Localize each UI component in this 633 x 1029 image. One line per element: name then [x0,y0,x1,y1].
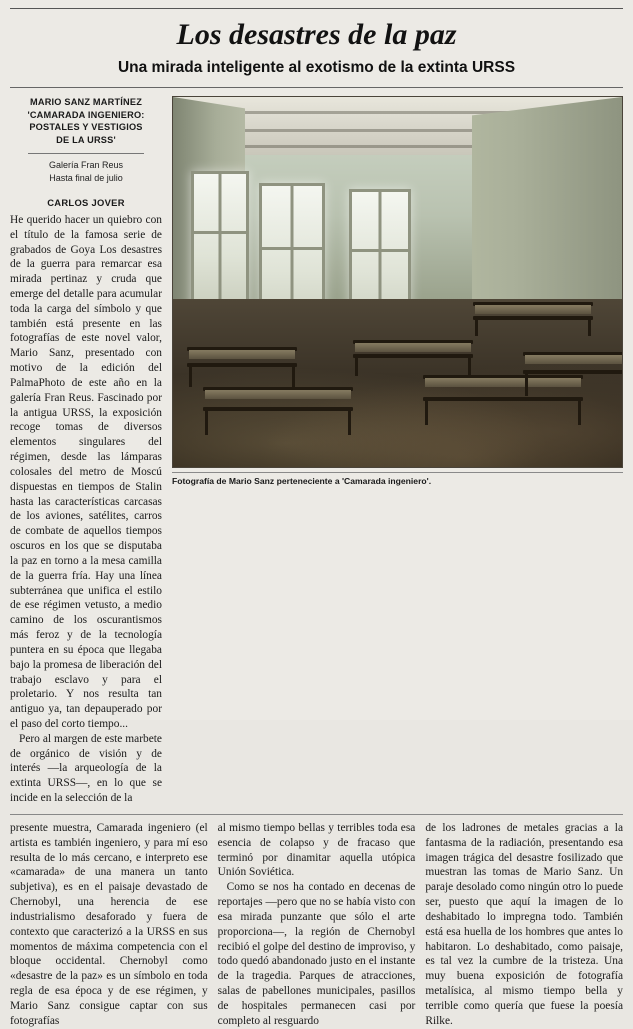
top-divider [10,8,623,9]
bed-mattress [475,305,591,314]
gallery-info [10,159,162,185]
bed-leg [292,363,295,387]
bed-leg [425,397,428,425]
article-column-2-text [10,821,208,1029]
bed-frame [187,363,297,367]
bed-frame [523,370,623,374]
paragraph: He querido hacer un quiebro con el título de la famosa serie de grabados de Goya Los desastres de la guerra para remarcar esa mirada pertinaz y cruda que emerge del detalle para acumular toda la carga del símbolo y que también está presente en las fotografías de este novel valor, Mario Sanz, presentado con motivo de la edición del PalmaPhoto de este año en la galería Fran Reus. Fascinado por la antigua URSS, la exposición recoge tomas de diversos elementos singulares del régimen, desde las lámparas colosales del metro de Moscú dispuestas en tiempos de Stalin hasta las características carcasas de los aviones, satélites, carros de combate de aquellos tiempos oscuros en los que se disputaba la paz en torno a la mesa camilla de la guerra fría. Hay una línea subterránea que unifica el estilo de ese régimen vetusto, a medio camino de los oscurantismos más feroz y de la tecnología puntera en su época que llegaba bajo la promesa de liberación del trabajo esclavo y para el proletario. Y nos resulta tan antiguo ya, tan depauperado por el paso del corto tiempo... [10,213,162,730]
paragraph: Pero al margen de este marbete de orgánico de visión y de interés —la arqueología de la extinta URSS—, en lo que se incide en la selección de la [10,732,162,805]
paragraph: de los ladrones de metales gracias a la fantasma de la radiación, presentando esa imagen trágica del desastre fosilizado que muestran las tomas de Mario Sanz. Un paraje desolado como ningún otro lo puede ser, puesto que aquí la imagen de lo deshabitado lo impregna todo. También está esa huella de los hombres que antes lo habitaron. Lo deshabitado, como paisaje, es tal vez la cumbre de la tristeza. Una muy buena exposición de fotografía metalísica, al mismo tiempo bella y terrible como quería que fuese la poesía Rilke. [425,821,624,1027]
photo-bed [523,352,623,396]
page-subtitle: Una mirada inteligente al exotismo de la extinta URSS [117,59,516,76]
column-1 [10,96,162,806]
credit-line-1: MARIO SANZ MARTÍNEZ [30,97,142,107]
paragraph: al mismo tiempo bellas y terribles toda esa esencia de colapso y de fracaso que terminó por dinamitar aquella utópica Unión Soviética. [217,821,416,879]
column-1-continued [10,821,208,1029]
credit-line-4: DE LA URSS' [56,135,116,146]
bed-leg [348,407,351,435]
photo-block [172,96,623,806]
bottom-columns [10,814,623,1029]
subtitle-divider [10,87,623,88]
bed-leg [578,397,581,425]
bed-frame [473,316,593,320]
bed-mattress [355,343,471,352]
photo-bed [187,347,297,387]
paragraph: presente muestra, Camarada ingeniero (el artista es también ingeniero, y para mí eso resulta de lo más cercano, e interpreto ese «camarada» de una manera un tanto subjetiva), es en el paisaje devastado de Chernobyl, una herencia de ese industrialismo desaforado y fuera de contexto que caracterizó a la URSS en sus momentos de máxima competencia con el bloque occidental. Chernobyl como «desastre de la paz» es un símbolo en toda regla de esa época y de ese régimen, y Mario Sanz consigue captar con sus fotografías [10,821,208,1027]
bed-leg [205,407,208,435]
bed-mattress [189,350,295,359]
article-content [10,96,624,1027]
photo-caption: Fotografía de Mario Sanz perteneciente a 'Camarada ingeniero'. [172,472,623,486]
bed-leg [189,363,192,387]
top-block [10,96,623,806]
bed-leg [475,316,478,336]
bed-mattress [205,390,351,399]
photo-bed [203,387,353,435]
credits-divider [28,153,144,154]
article-column-4-text [425,821,623,1029]
bed-leg [468,354,471,376]
bed-mattress [525,355,623,364]
article-column-3-text [218,821,416,1029]
page-title: Los desastres de la paz [176,18,457,51]
photo-bed [353,340,473,376]
author-byline: CARLOS JOVER [47,196,125,208]
credit-line-2: 'CAMARADA INGENIERO: [27,109,145,120]
bed-frame [353,354,473,358]
bed-frame [423,397,583,401]
bed-leg [355,354,358,376]
credit-line-3: POSTALES Y VESTIGIOS [29,122,143,133]
exhibition-credits [10,96,162,147]
article-column-1-text [10,213,162,806]
gallery-dates: Hasta final de julio [49,172,123,183]
photo-bed [473,302,593,336]
article-photo [172,96,623,468]
gallery-name: Galería Fran Reus [48,159,124,170]
bed-frame [203,407,353,411]
bed-leg [588,316,591,336]
paragraph: Como se nos ha contado en decenas de reportajes —pero que no se había visto con esa mirada punzante que sólo el arte proporciona—, la región de Chernobyl recibió el golpe del destino de improviso, y todo quedó abandonado justo en el instante de la tragedia. Parques de atracciones, salas de pabellones municipales, pasillos de hospitales permanecen casi por completo al resguardo [217,881,416,1027]
bed-leg [525,370,528,396]
